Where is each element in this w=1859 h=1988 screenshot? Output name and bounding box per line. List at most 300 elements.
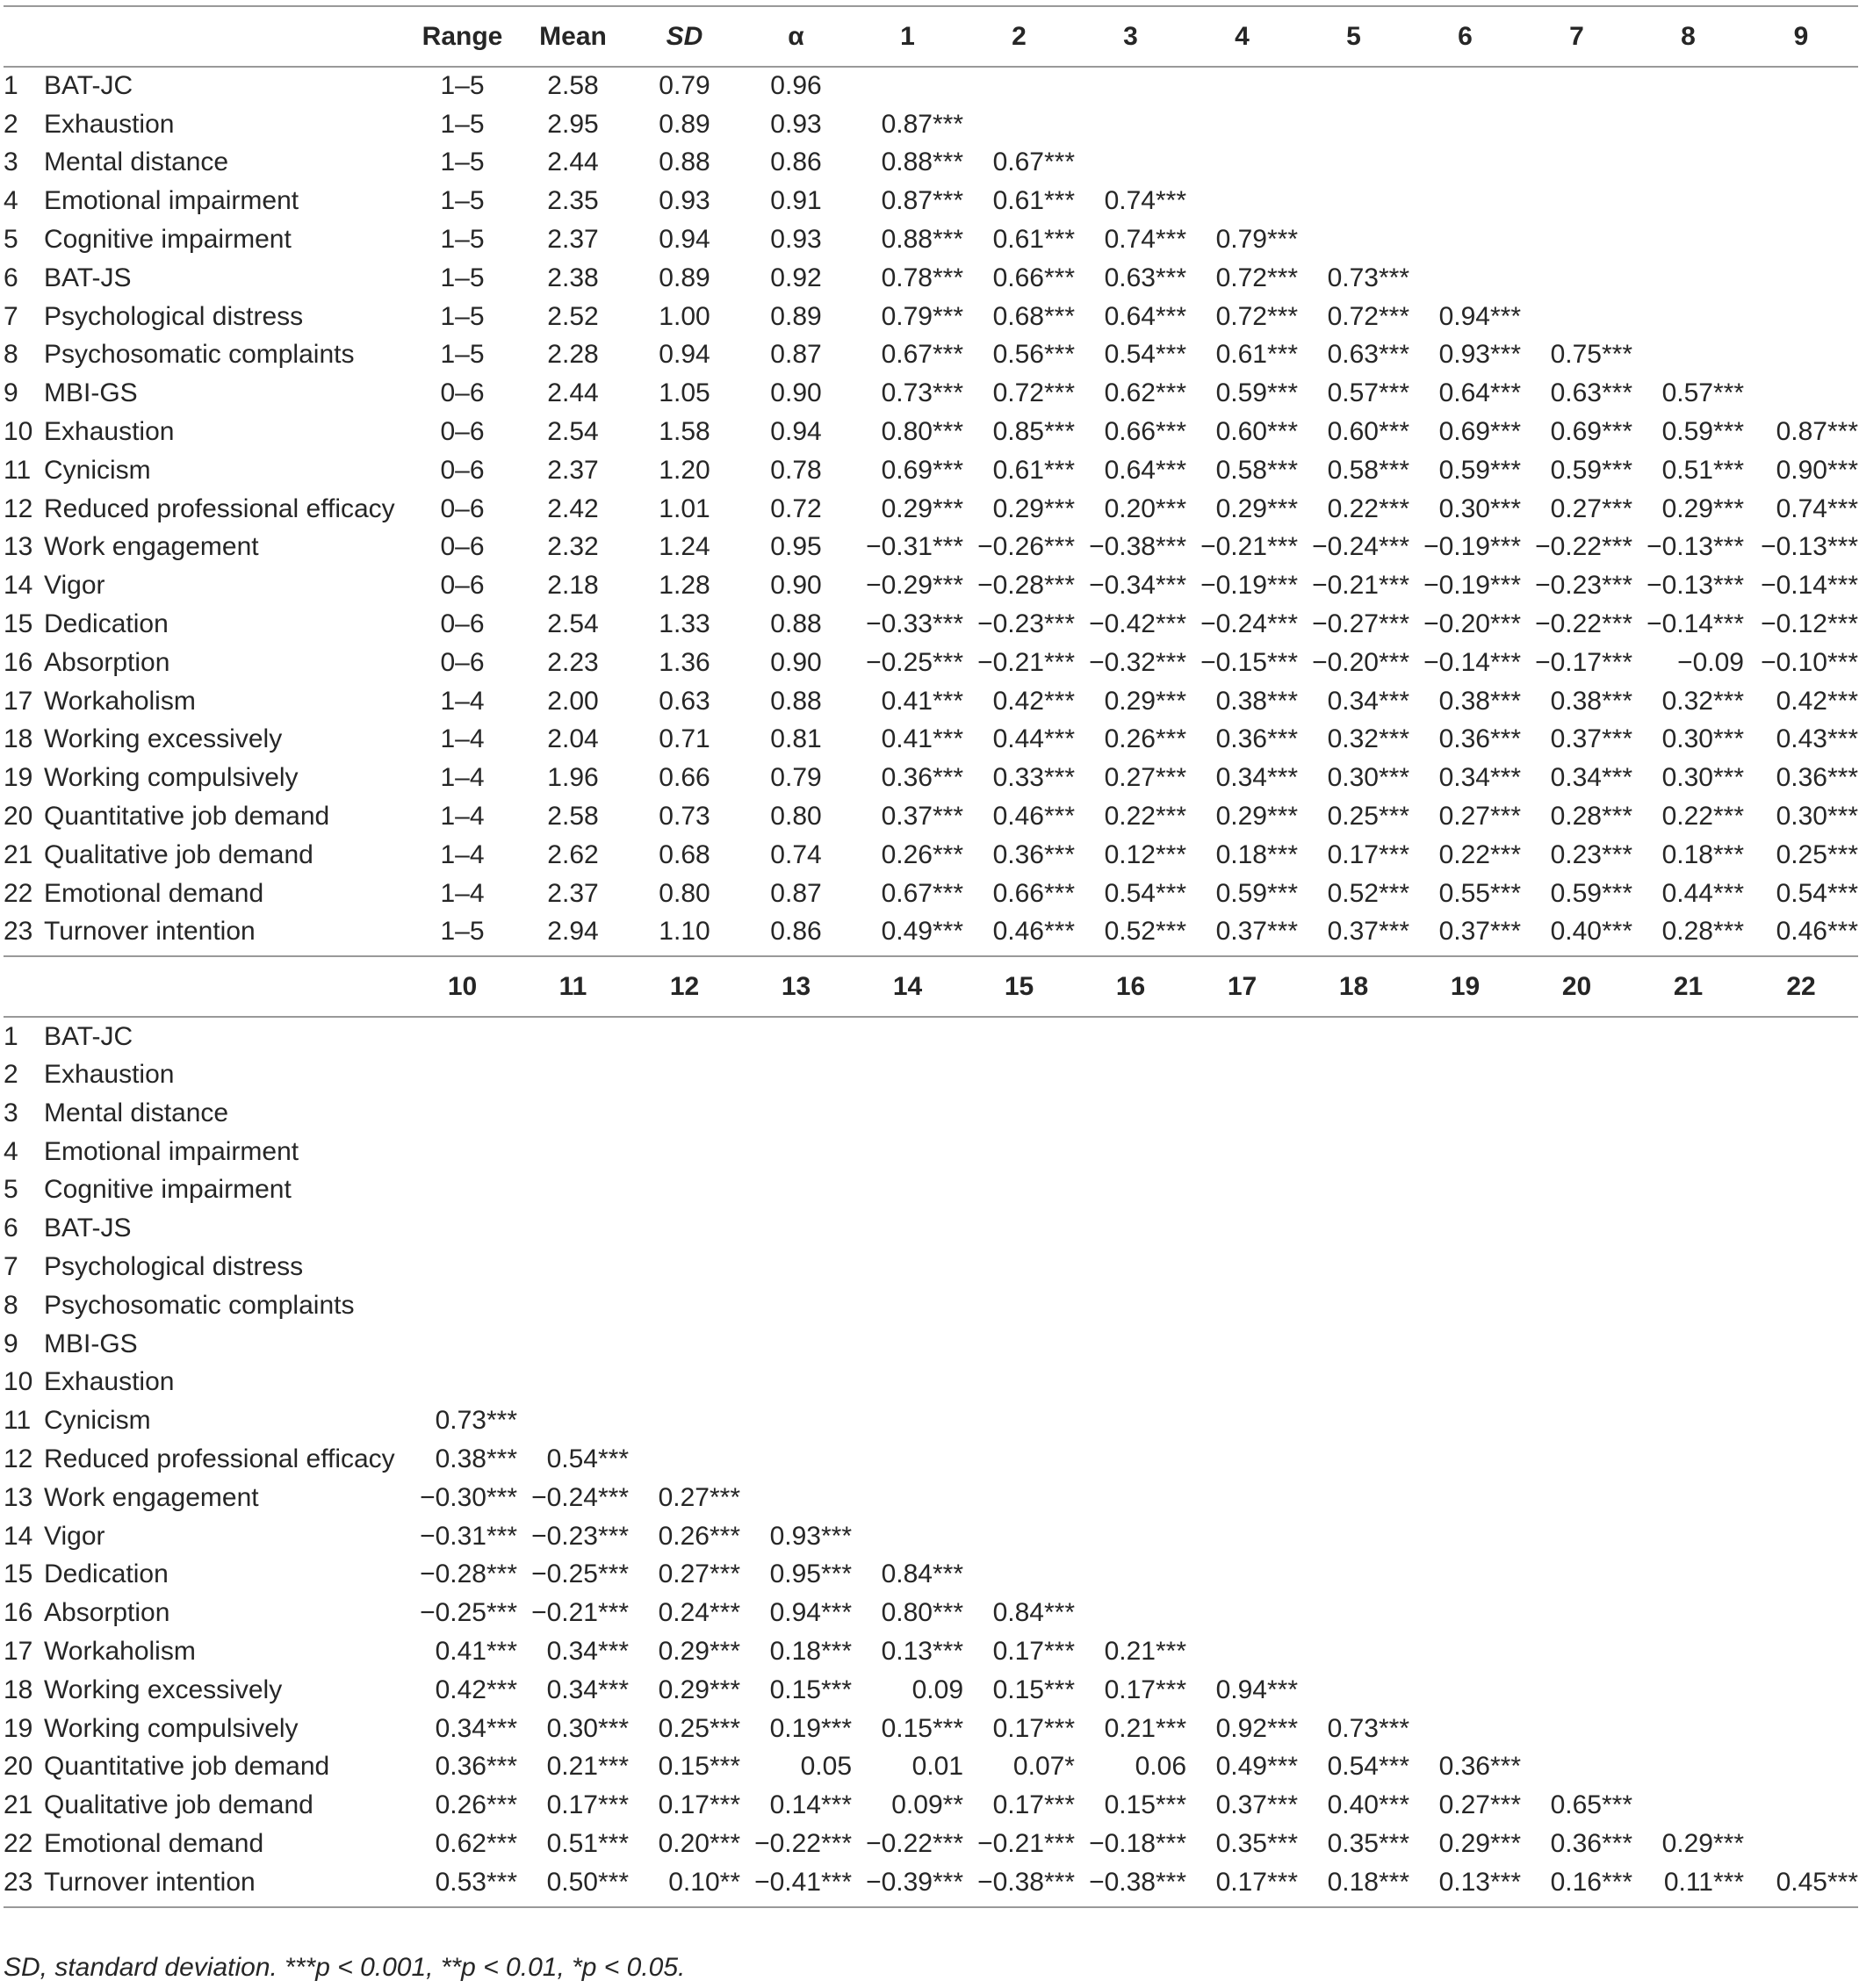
empty-cell [1632,1094,1744,1133]
empty-cell [1744,1401,1858,1440]
spacer-cell [517,1902,629,1907]
empty-cell [1298,1209,1409,1248]
variable-name: Cynicism [44,455,151,485]
correlation-value: 0.87*** [881,109,963,139]
correlation-value: 0.45*** [1776,1867,1858,1897]
table-row [4,336,1858,375]
correlation-value: −0.19*** [1423,571,1521,601]
empty-cell [1298,1286,1409,1325]
correlation-value: 0.34*** [1550,763,1632,793]
table-row [4,1786,1858,1825]
correlation-value: 0.18*** [1327,1867,1409,1897]
empty-cell [1186,1517,1298,1556]
empty-cell [1632,1017,1744,1055]
correlation-value: 0.37*** [1215,1790,1298,1820]
correlation-value: 0.41*** [881,724,963,754]
empty-cell [1409,1440,1521,1479]
variable-name: Working excessively [44,1675,283,1704]
correlation-value: 0.42*** [435,1675,517,1704]
column-header: 11 [517,956,629,1017]
variable-number: 11 [4,455,32,485]
correlation-value: 0.60*** [1215,417,1298,447]
correlation-value: 0.18*** [769,1636,852,1666]
correlation-value: 0.15*** [881,1713,963,1743]
correlation-value: 0.36*** [435,1752,517,1782]
correlation-value: 0.67*** [992,148,1075,177]
stat-mean: 2.95 [547,109,599,139]
variable-name: Dedication [44,609,169,639]
empty-cell [517,1325,629,1364]
stat-sd: 0.94 [659,340,710,370]
empty-cell [740,1440,852,1479]
correlation-value: 0.22*** [1327,493,1409,523]
table-row [4,67,1858,105]
correlation-value: 0.90*** [1776,455,1858,485]
correlation-value: −0.13*** [1761,532,1858,562]
correlation-value: 0.17*** [1327,839,1409,869]
variable-number: 20 [4,802,33,832]
stat-sd: 1.20 [659,455,710,485]
correlation-value: −0.27*** [1312,609,1409,639]
correlation-value: 0.87*** [881,186,963,216]
empty-cell [1409,1401,1521,1440]
correlation-value: 0.46*** [1776,917,1858,947]
correlation-value: 0.27*** [1104,763,1186,793]
correlation-value: 0.95*** [769,1559,852,1589]
empty-cell [1298,1440,1409,1479]
empty-cell [1075,1594,1186,1632]
variable-number: 15 [4,609,33,639]
stat-alpha: 0.96 [770,71,822,101]
variable-name: Turnover intention [44,1867,256,1897]
table-row [4,1747,1858,1786]
variable-name: Emotional demand [44,878,264,908]
empty-cell [1632,1364,1744,1402]
correlation-value: 0.68*** [992,301,1075,331]
correlation-value: 0.62*** [1104,378,1186,408]
empty-cell [1298,105,1409,144]
empty-cell [1632,1248,1744,1286]
correlation-value: 0.72*** [1215,301,1298,331]
table-row [4,1133,1858,1171]
variable-name: Exhaustion [44,109,175,139]
variable-number: 6 [4,263,18,292]
empty-cell [963,1555,1075,1594]
stat-alpha: 0.81 [770,724,822,754]
empty-cell [1521,1094,1632,1133]
table-row [4,721,1858,760]
correlation-value: 0.30*** [1776,802,1858,832]
empty-cell [1744,105,1858,144]
column-header: 19 [1409,956,1521,1017]
variable-name: Working compulsively [44,1713,299,1743]
column-header: Mean [517,6,629,67]
correlation-value: 0.41*** [435,1636,517,1666]
empty-cell [1298,1479,1409,1517]
empty-cell [1075,144,1186,183]
correlation-value: 0.58*** [1215,455,1298,485]
empty-cell [852,1440,963,1479]
table-row [4,451,1858,490]
table-row [4,1286,1858,1325]
stat-sd: 1.24 [659,532,710,562]
top-header-row [4,6,1858,67]
stat-mean: 2.54 [547,609,599,639]
empty-cell [407,1133,517,1171]
variable-number: 10 [4,417,33,447]
correlation-value: 0.32*** [1661,686,1744,716]
correlation-value: 0.17*** [992,1790,1075,1820]
empty-cell [1298,67,1409,105]
correlation-value: 0.22*** [1438,839,1521,869]
table-row [4,144,1858,183]
correlation-value: 0.54*** [1327,1752,1409,1782]
correlation-value: 0.16*** [1550,1867,1632,1897]
empty-cell [407,1248,517,1286]
empty-cell [629,1055,740,1094]
empty-cell [1186,1440,1298,1479]
stat-sd: 0.88 [659,148,710,177]
correlation-value: 0.21*** [1104,1713,1186,1743]
empty-cell [1521,1209,1632,1248]
column-header: 15 [963,956,1075,1017]
stat-sd: 1.01 [659,493,710,523]
stat-alpha: 0.90 [770,571,822,601]
empty-cell [1521,259,1632,298]
column-header: 17 [1186,956,1298,1017]
empty-cell [1632,1594,1744,1632]
variable-number: 16 [4,1598,33,1628]
correlation-value: 0.62*** [435,1828,517,1858]
correlation-value: 0.18*** [1661,839,1744,869]
stat-sd: 1.05 [659,378,710,408]
correlation-value: 0.46*** [992,802,1075,832]
empty-cell [1409,1479,1521,1517]
empty-cell [1521,298,1632,336]
correlation-value: 0.06 [1135,1752,1186,1782]
correlation-value: 0.37*** [1327,917,1409,947]
empty-cell [1632,1747,1744,1786]
stat-alpha: 0.88 [770,609,822,639]
variable-number: 2 [4,109,18,139]
correlation-value: 0.15*** [992,1675,1075,1704]
correlation-value: −0.30*** [420,1482,517,1512]
correlation-value: 0.27*** [1438,1790,1521,1820]
empty-cell [963,1517,1075,1556]
stat-range: 0–6 [440,532,485,562]
empty-cell [1298,1401,1409,1440]
empty-cell [1521,1133,1632,1171]
correlation-value: 0.93*** [769,1521,852,1551]
correlation-value: 0.27*** [1550,493,1632,523]
stat-sd: 0.66 [659,763,710,793]
empty-cell [1632,336,1744,375]
empty-cell [1298,1248,1409,1286]
empty-cell [963,1133,1075,1171]
table-row [4,1055,1858,1094]
variable-name: Quantitative job demand [44,802,330,832]
empty-cell [1521,144,1632,183]
correlation-value: 0.29*** [658,1675,740,1704]
empty-cell [629,1286,740,1325]
stat-sd: 0.89 [659,109,710,139]
variable-number: 22 [4,1828,33,1858]
empty-cell [740,1094,852,1133]
empty-cell [740,1364,852,1402]
empty-cell [1186,1017,1298,1055]
stat-alpha: 0.90 [770,378,822,408]
empty-cell [1186,182,1298,220]
correlation-value: −0.21*** [1312,571,1409,601]
correlation-value: 0.37*** [1215,917,1298,947]
table-row [4,759,1858,797]
empty-cell [1632,1632,1744,1671]
correlation-value: 0.21*** [546,1752,629,1782]
variable-number: 14 [4,571,33,601]
variable-name: Work engagement [44,1482,259,1512]
column-header: 22 [1744,956,1858,1017]
stat-alpha: 0.94 [770,417,822,447]
correlation-value: 0.28*** [1661,917,1744,947]
correlation-value: −0.23*** [531,1521,629,1551]
empty-cell [1744,220,1858,259]
empty-cell [1075,1055,1186,1094]
correlation-value: −0.29*** [866,571,963,601]
correlation-value: −0.22*** [1535,609,1632,639]
empty-cell [1298,1632,1409,1671]
empty-cell [1186,67,1298,105]
empty-cell [629,1364,740,1402]
correlation-value: 0.63*** [1327,340,1409,370]
empty-cell [629,1017,740,1055]
empty-cell [1186,1479,1298,1517]
correlation-value: −0.22*** [1535,532,1632,562]
variable-number: 13 [4,1482,33,1512]
variable-number: 15 [4,1559,33,1589]
correlation-value: −0.21*** [531,1598,629,1628]
stat-range: 1–4 [440,763,485,793]
correlation-value: 0.79*** [881,301,963,331]
variable-name: Psychosomatic complaints [44,1290,355,1320]
correlation-value: 0.61*** [992,186,1075,216]
column-header: 21 [1632,956,1744,1017]
correlation-value: 0.25*** [1327,802,1409,832]
stat-alpha: 0.93 [770,109,822,139]
stat-range: 1–4 [440,878,485,908]
empty-cell [629,1325,740,1364]
empty-cell [1075,1440,1186,1479]
correlation-value: 0.34*** [1327,686,1409,716]
empty-cell [1632,259,1744,298]
empty-cell [1632,1133,1744,1171]
empty-cell [1409,182,1521,220]
correlation-value: 0.69*** [1438,417,1521,447]
stat-range: 1–5 [440,340,485,370]
variable-name: BAT-JC [44,1021,133,1051]
empty-cell [963,1017,1075,1055]
spacer-cell [1298,1902,1409,1907]
table-row [4,1401,1858,1440]
column-header: 1 [852,6,963,67]
table-row [4,259,1858,298]
empty-cell [1409,1209,1521,1248]
empty-cell [407,1171,517,1210]
correlation-value: 0.59*** [1215,878,1298,908]
correlation-value: 0.40*** [1550,917,1632,947]
empty-cell [1409,1017,1521,1055]
table-row [4,682,1858,721]
empty-cell [1744,1248,1858,1286]
correlation-value: −0.13*** [1646,571,1744,601]
empty-cell [963,1248,1075,1286]
empty-cell [852,1286,963,1325]
correlation-value: 0.38*** [1215,686,1298,716]
correlation-value: 0.79*** [1215,225,1298,255]
correlation-value: −0.18*** [1089,1828,1186,1858]
column-header: 6 [1409,6,1521,67]
stat-mean: 2.44 [547,148,599,177]
correlation-value: 0.27*** [658,1482,740,1512]
correlation-value: 0.42*** [1776,686,1858,716]
empty-cell [740,1017,852,1055]
stat-mean: 2.94 [547,917,599,947]
correlation-value: 0.17*** [1104,1675,1186,1704]
stat-sd: 1.10 [659,917,710,947]
correlation-value: 0.55*** [1438,878,1521,908]
correlation-value: 0.20*** [658,1828,740,1858]
table-row [4,182,1858,220]
table-row [4,1517,1858,1556]
variable-number: 19 [4,1713,33,1743]
table-row [4,105,1858,144]
spacer-row [4,1902,1858,1907]
empty-cell [517,1286,629,1325]
correlation-value: 0.22*** [1104,802,1186,832]
stat-mean: 2.54 [547,417,599,447]
correlation-value: 0.52*** [1327,878,1409,908]
stat-mean: 2.37 [547,878,599,908]
table-row [4,1171,1858,1210]
empty-cell [1744,1286,1858,1325]
empty-cell [1186,1632,1298,1671]
empty-cell [629,1209,740,1248]
empty-cell [1632,1171,1744,1210]
correlation-value: −0.15*** [1200,647,1298,677]
correlation-value: 0.36*** [1776,763,1858,793]
stat-mean: 2.28 [547,340,599,370]
table-row [4,875,1858,913]
correlation-value: 0.25*** [1776,839,1858,869]
empty-cell [1409,144,1521,183]
empty-cell [629,1171,740,1210]
table-row [4,220,1858,259]
variable-name: Cynicism [44,1406,151,1436]
empty-cell [1075,1171,1186,1210]
correlation-value: 0.63*** [1550,378,1632,408]
empty-cell [852,1094,963,1133]
variable-number: 3 [4,1098,18,1127]
correlation-value: −0.10*** [1761,647,1858,677]
empty-cell [1409,1171,1521,1210]
variable-name: Emotional impairment [44,186,299,216]
empty-cell [1521,182,1632,220]
empty-cell [1521,1017,1632,1055]
stat-range: 1–5 [440,263,485,292]
spacer-cell [1409,1902,1521,1907]
stat-sd: 0.79 [659,71,710,101]
empty-cell [1298,1517,1409,1556]
variable-name: BAT-JC [44,71,133,101]
correlation-value: 0.42*** [992,686,1075,716]
variable-name: Psychological distress [44,1252,304,1281]
correlation-value: 0.38*** [1438,686,1521,716]
empty-cell [1298,1325,1409,1364]
variable-number: 12 [4,493,33,523]
correlation-value: −0.31*** [866,532,963,562]
empty-cell [1409,1094,1521,1133]
correlation-value: 0.34*** [1438,763,1521,793]
correlation-value: −0.38*** [1089,532,1186,562]
empty-cell [517,1209,629,1248]
correlation-value: 0.59*** [1215,378,1298,408]
correlation-value: 0.75*** [1550,340,1632,370]
column-header: 9 [1744,6,1858,67]
empty-cell [852,1055,963,1094]
correlation-value: −0.09 [1677,647,1744,677]
variable-name: Absorption [44,1598,170,1628]
correlation-value: 0.37*** [1438,917,1521,947]
correlation-value: −0.17*** [1535,647,1632,677]
variable-name: Absorption [44,647,170,677]
empty-cell [1409,1632,1521,1671]
empty-cell [1298,1094,1409,1133]
correlation-value: 0.92*** [1215,1713,1298,1743]
empty-cell [1075,1248,1186,1286]
correlation-value: 0.44*** [1661,878,1744,908]
stat-mean: 2.62 [547,839,599,869]
empty-cell [1409,1671,1521,1710]
empty-cell [1744,1710,1858,1748]
correlation-value: 0.11*** [1663,1867,1744,1897]
correlation-value: 0.20*** [1104,493,1186,523]
variable-name: Emotional demand [44,1828,264,1858]
empty-cell [1744,1440,1858,1479]
stat-mean: 2.38 [547,263,599,292]
correlation-value: 0.29*** [1438,1828,1521,1858]
correlation-value: 0.36*** [881,763,963,793]
stat-range: 1–4 [440,839,485,869]
correlation-value: 0.87*** [1776,417,1858,447]
empty-cell [407,1017,517,1055]
variable-number: 9 [4,378,18,408]
variable-name: Turnover intention [44,917,256,947]
spacer-cell [1075,1902,1186,1907]
table-row [4,1671,1858,1710]
empty-cell [407,1286,517,1325]
empty-cell [1409,1286,1521,1325]
correlation-value: 0.80*** [881,1598,963,1628]
empty-cell [963,1094,1075,1133]
variable-name: Quantitative job demand [44,1752,330,1782]
empty-cell [1632,1555,1744,1594]
stat-range: 1–5 [440,225,485,255]
correlation-value: 0.88*** [881,225,963,255]
variable-name: Qualitative job demand [44,1790,313,1820]
correlation-value: 0.18*** [1215,839,1298,869]
empty-cell [1409,220,1521,259]
variable-name: Emotional impairment [44,1136,299,1166]
empty-cell [963,1325,1075,1364]
